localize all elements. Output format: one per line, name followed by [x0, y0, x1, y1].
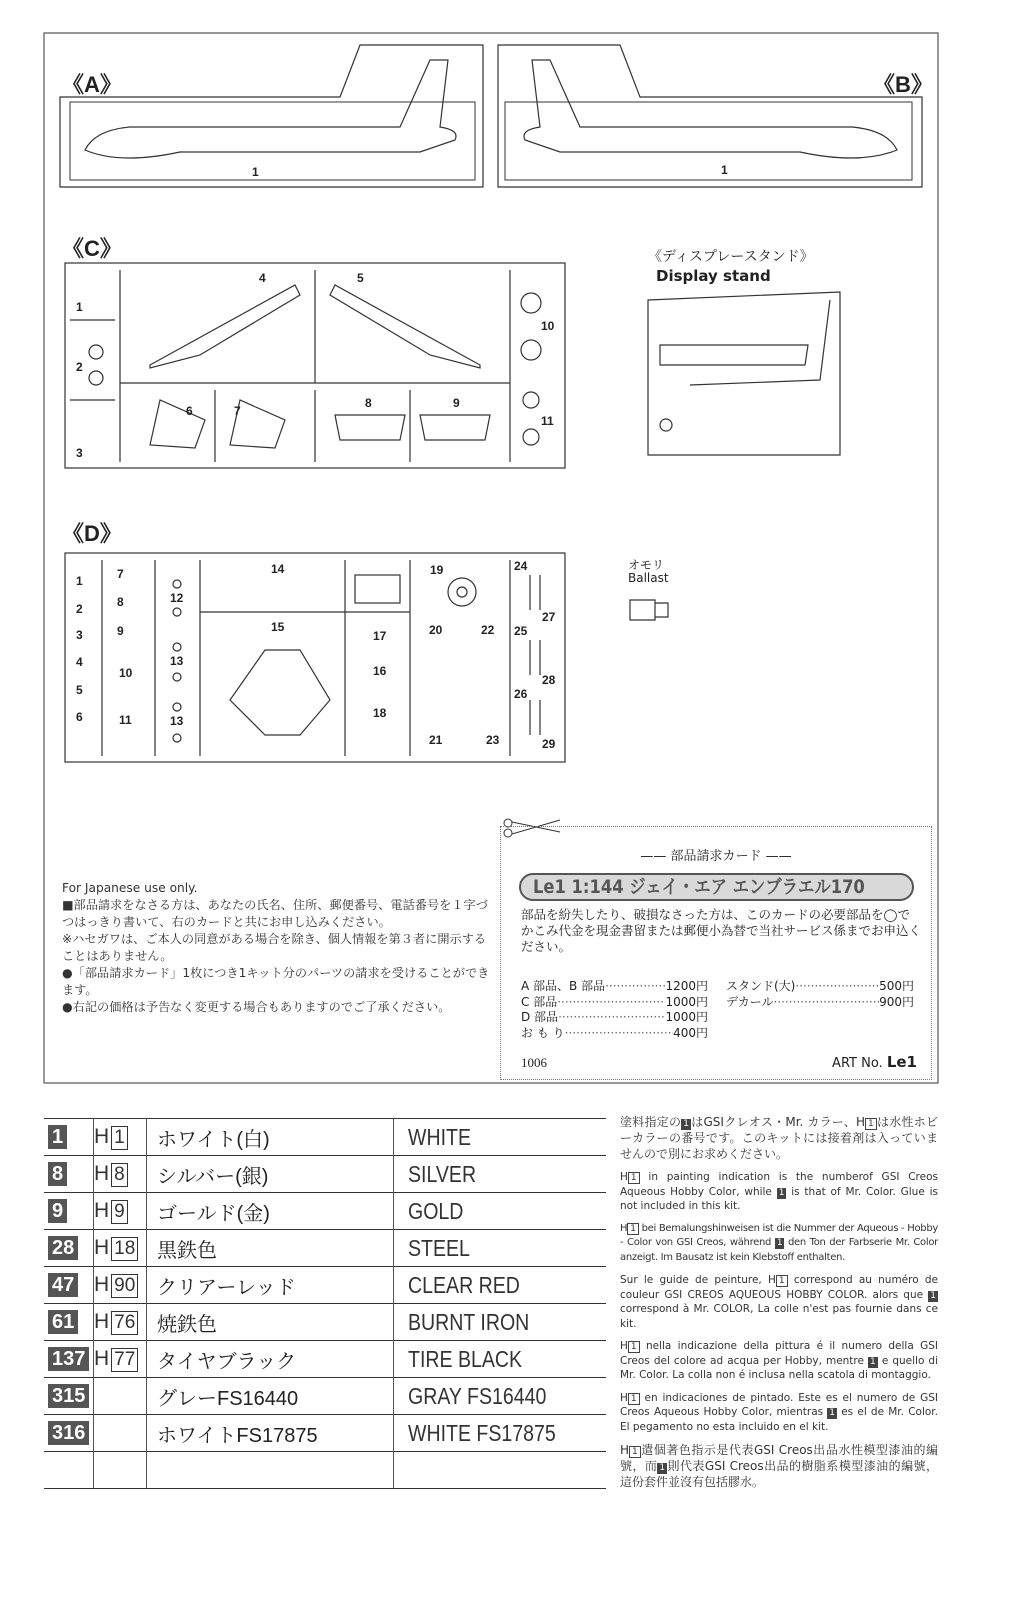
part-number: 5: [76, 683, 83, 697]
color-name-en: WHITE: [394, 1119, 607, 1156]
ballast-label-jp: オモリ: [628, 558, 665, 572]
hobby-color-code: [94, 1378, 147, 1415]
mr-color-code: 61: [44, 1304, 94, 1341]
sprue-c-frame: [65, 263, 565, 468]
part-number: 28: [542, 673, 556, 687]
price-list-left: [521, 979, 708, 1041]
notice-line: ●「部品請求カード」1枚につき1キット分のパーツの請求を受けることができます。: [62, 966, 490, 997]
ballast-icon: [630, 600, 668, 620]
hobby-color-code: H 90: [94, 1267, 147, 1304]
sprue-b-frame: [498, 45, 922, 187]
notice-line: ●右記の価格は予告なく変更する場合もありますのでご了承ください。: [62, 1000, 451, 1014]
notice-heading: For Japanese use only.: [62, 881, 198, 895]
price-list-right: [726, 979, 914, 1010]
part-number: 18: [373, 706, 387, 720]
hobby-color-code: H 77: [94, 1341, 147, 1378]
part-number: 10: [541, 319, 555, 333]
part-number: 26: [514, 687, 528, 701]
hobby-color-code: [94, 1415, 147, 1452]
fuselage-left: [85, 60, 456, 158]
note-en: H 1 in painting indication is the numberof GSI Creos Aqueous Hobby Color, while 1 is that of Mr. Color. Glue is not included in this kit.: [620, 1171, 938, 1212]
part-number: 13: [170, 654, 184, 668]
color-name-jp: ゴールド(金): [147, 1193, 394, 1230]
part-number: 9: [117, 624, 124, 638]
part-number: 19: [430, 563, 444, 577]
display-stand-label-en: Display stand: [656, 267, 771, 285]
color-name-en: STEEL: [394, 1230, 607, 1267]
color-row: [44, 1156, 606, 1193]
note-de: H 1 bei Bemalungshinweisen ist die Nummer der Aqueous - Hobby - Color von GSI Creos, während 1 den Ton der Farbserie Mr. Color anzeigt. Im Bausatz ist kein Klebstoff enthalten.: [620, 1222, 938, 1263]
mr-color-code: 316: [44, 1415, 94, 1452]
mr-color-code: 8: [44, 1156, 94, 1193]
hobby-color-code: H 76: [94, 1304, 147, 1341]
sprue-d-label: 《D》: [62, 521, 122, 546]
color-row: [44, 1304, 606, 1341]
note-fr: Sur le guide de peinture, H 1 correspond au numéro de couleur GSI CREOS AQUEOUS HOBBY COLOR. alors que 1 correspond à Mr. COLOR, La colle n'est pas fournie dans ce kit.: [620, 1274, 939, 1330]
art-number: ART No. Le1: [832, 1053, 917, 1071]
part-number: 6: [76, 710, 83, 724]
part-number: 8: [365, 396, 372, 410]
part-number: 23: [486, 733, 500, 747]
part-number: 7: [117, 567, 124, 581]
part-number: 1: [252, 165, 259, 179]
part-number: 29: [542, 737, 556, 751]
hobby-color-code: H 9: [94, 1193, 147, 1230]
paint-color-table: [44, 1118, 606, 1489]
mr-color-code: 137: [44, 1341, 94, 1378]
paint-notes: [620, 1114, 938, 1498]
part-number: 1: [721, 163, 728, 177]
part-number: 17: [373, 629, 387, 643]
color-name-en: TIRE BLACK: [394, 1341, 607, 1378]
wing-left: [150, 285, 300, 368]
part-number: 2: [76, 602, 83, 616]
empty-row: [44, 1452, 606, 1489]
note-it: H 1 nella indicazione della pittura é il numero della GSI Creos del colore ad acqua per Hobby, mentre 1 e quello di Mr. Color. La colla non é inclusa nella scatola di montaggio.: [620, 1340, 939, 1381]
part-number: 6: [186, 404, 193, 418]
color-name-jp: ホワイトFS17875: [147, 1415, 394, 1452]
part-number: 24: [514, 559, 528, 573]
wing-right: [330, 285, 480, 368]
mr-color-code: 47: [44, 1267, 94, 1304]
part-number: 1: [76, 300, 83, 314]
color-name-jp: 焼鉄色: [147, 1304, 394, 1341]
mr-color-code: 9: [44, 1193, 94, 1230]
card-banner: [519, 873, 914, 901]
card-description: 部品を紛失したり、破損なさった方は、このカードの必要部品を◯でかこみ代金を現金書留または郵便小為替で当社サービス係までお申込ください。: [521, 907, 922, 954]
display-stand-frame: [648, 292, 840, 455]
japanese-notice: [62, 880, 490, 1016]
sprue-b-label: 《B》: [873, 72, 933, 97]
note-es: H 1 en indicaciones de pintado. Este es el numero de GSI Creos Aqueous Hobby Color, mientras 1 es el de Mr. Color. El pegamento no esta incluido en el kit.: [620, 1391, 938, 1433]
mr-color-code: 315: [44, 1378, 94, 1415]
color-row: [44, 1267, 606, 1304]
color-name-jp: グレーFS16440: [147, 1378, 394, 1415]
color-name-jp: クリアーレッド: [147, 1267, 394, 1304]
hobby-color-code: H 18: [94, 1230, 147, 1267]
part-number: 3: [76, 446, 83, 460]
price-row: C 部品 ····· 1000円: [521, 995, 708, 1011]
part-number: 8: [117, 595, 124, 609]
card-banner-text: Le1 1:144 ジェイ・エア エンブラエル170: [533, 876, 865, 898]
color-name-en: SILVER: [394, 1156, 607, 1193]
part-number: 9: [453, 396, 460, 410]
part-number: 27: [542, 610, 556, 624]
color-name-en: WHITE FS17875: [394, 1415, 607, 1452]
part-number: 13: [170, 714, 184, 728]
parts-order-card: [500, 826, 932, 1080]
part-number: 2: [76, 360, 83, 374]
color-name-jp: ホワイト(白): [147, 1119, 394, 1156]
part-number: 25: [514, 624, 528, 638]
part-number: 4: [76, 655, 83, 669]
price-row: デカール ····· 900円: [726, 995, 914, 1011]
sprue-a-label: 《A》: [62, 72, 122, 97]
color-row: [44, 1119, 606, 1156]
part-number: 3: [76, 628, 83, 642]
price-row: A 部品、B 部品 ····· 1200円: [521, 979, 708, 995]
part-number: 11: [119, 713, 132, 727]
sprue-c-label: 《C》: [62, 236, 122, 261]
sprue-d-frame: [65, 553, 565, 762]
color-name-en: GOLD: [394, 1193, 607, 1230]
notice-line: ※ハセガワは、ご本人の同意がある場合を除き、個人情報を第３者に開示することはありません。: [62, 932, 487, 963]
color-name-jp: シルバー(銀): [147, 1156, 394, 1193]
mr-color-code: 1: [44, 1119, 94, 1156]
mr-color-code: 28: [44, 1230, 94, 1267]
card-title: —— 部品請求カード ——: [640, 849, 792, 864]
note-zh: H 1 遣個著色指示是代表GSI Creos出品水性模型漆油的編號，而 1 則代表GSI Creos出品的樹脂系模型漆油的編號，這份套件並沒有包括膠水。: [620, 1443, 938, 1489]
color-row: [44, 1378, 606, 1415]
color-name-en: BURNT IRON: [394, 1304, 607, 1341]
part-number: 21: [429, 733, 443, 747]
fuselage-right: [524, 60, 897, 158]
part-number: 11: [541, 414, 554, 428]
cockpit-part: [230, 650, 330, 735]
hobby-color-code: H 1: [94, 1119, 147, 1156]
note-jp: 塗料指定の 1 はGSIクレオス・Mr. カラー、H 1 は水性ホビーカラーの番号です。このキットには接着剤は入っていませんので別にお求めください。: [620, 1115, 938, 1161]
color-name-jp: 黒鉄色: [147, 1230, 394, 1267]
part-number: 4: [259, 271, 266, 285]
color-row: [44, 1415, 606, 1452]
sprue-a-frame: [60, 45, 483, 187]
part-number: 1: [76, 574, 83, 588]
color-row: [44, 1230, 606, 1267]
color-name-en: CLEAR RED: [394, 1267, 607, 1304]
display-stand-label-jp: 《ディスプレースタンド》: [648, 249, 814, 265]
color-row: [44, 1341, 606, 1378]
part-number: 20: [429, 623, 443, 637]
color-name-en: GRAY FS16440: [394, 1378, 607, 1415]
price-row: スタンド(大) ····· 500円: [726, 979, 914, 995]
part-number: 12: [170, 591, 184, 605]
part-number: 22: [481, 623, 495, 637]
notice-line: ■部品請求をなさる方は、あなたの氏名、住所、郵便番号、電話番号を１字づつはっきり書いて、右のカードと共にお申し込みください。: [62, 898, 488, 929]
part-number: 10: [119, 666, 133, 680]
part-number: 16: [373, 664, 387, 678]
price-row: D 部品 ····· 1000円: [521, 1010, 708, 1026]
part-number: 15: [271, 620, 285, 634]
card-code: 1006: [521, 1055, 547, 1070]
hobby-color-code: H 8: [94, 1156, 147, 1193]
part-number: 14: [271, 562, 285, 576]
ballast-label-en: Ballast: [628, 571, 669, 585]
color-row: [44, 1193, 606, 1230]
part-number: 7: [234, 404, 241, 418]
price-row: お も り ····· 400円: [521, 1026, 708, 1042]
part-number: 5: [357, 271, 364, 285]
color-name-jp: タイヤブラック: [147, 1341, 394, 1378]
